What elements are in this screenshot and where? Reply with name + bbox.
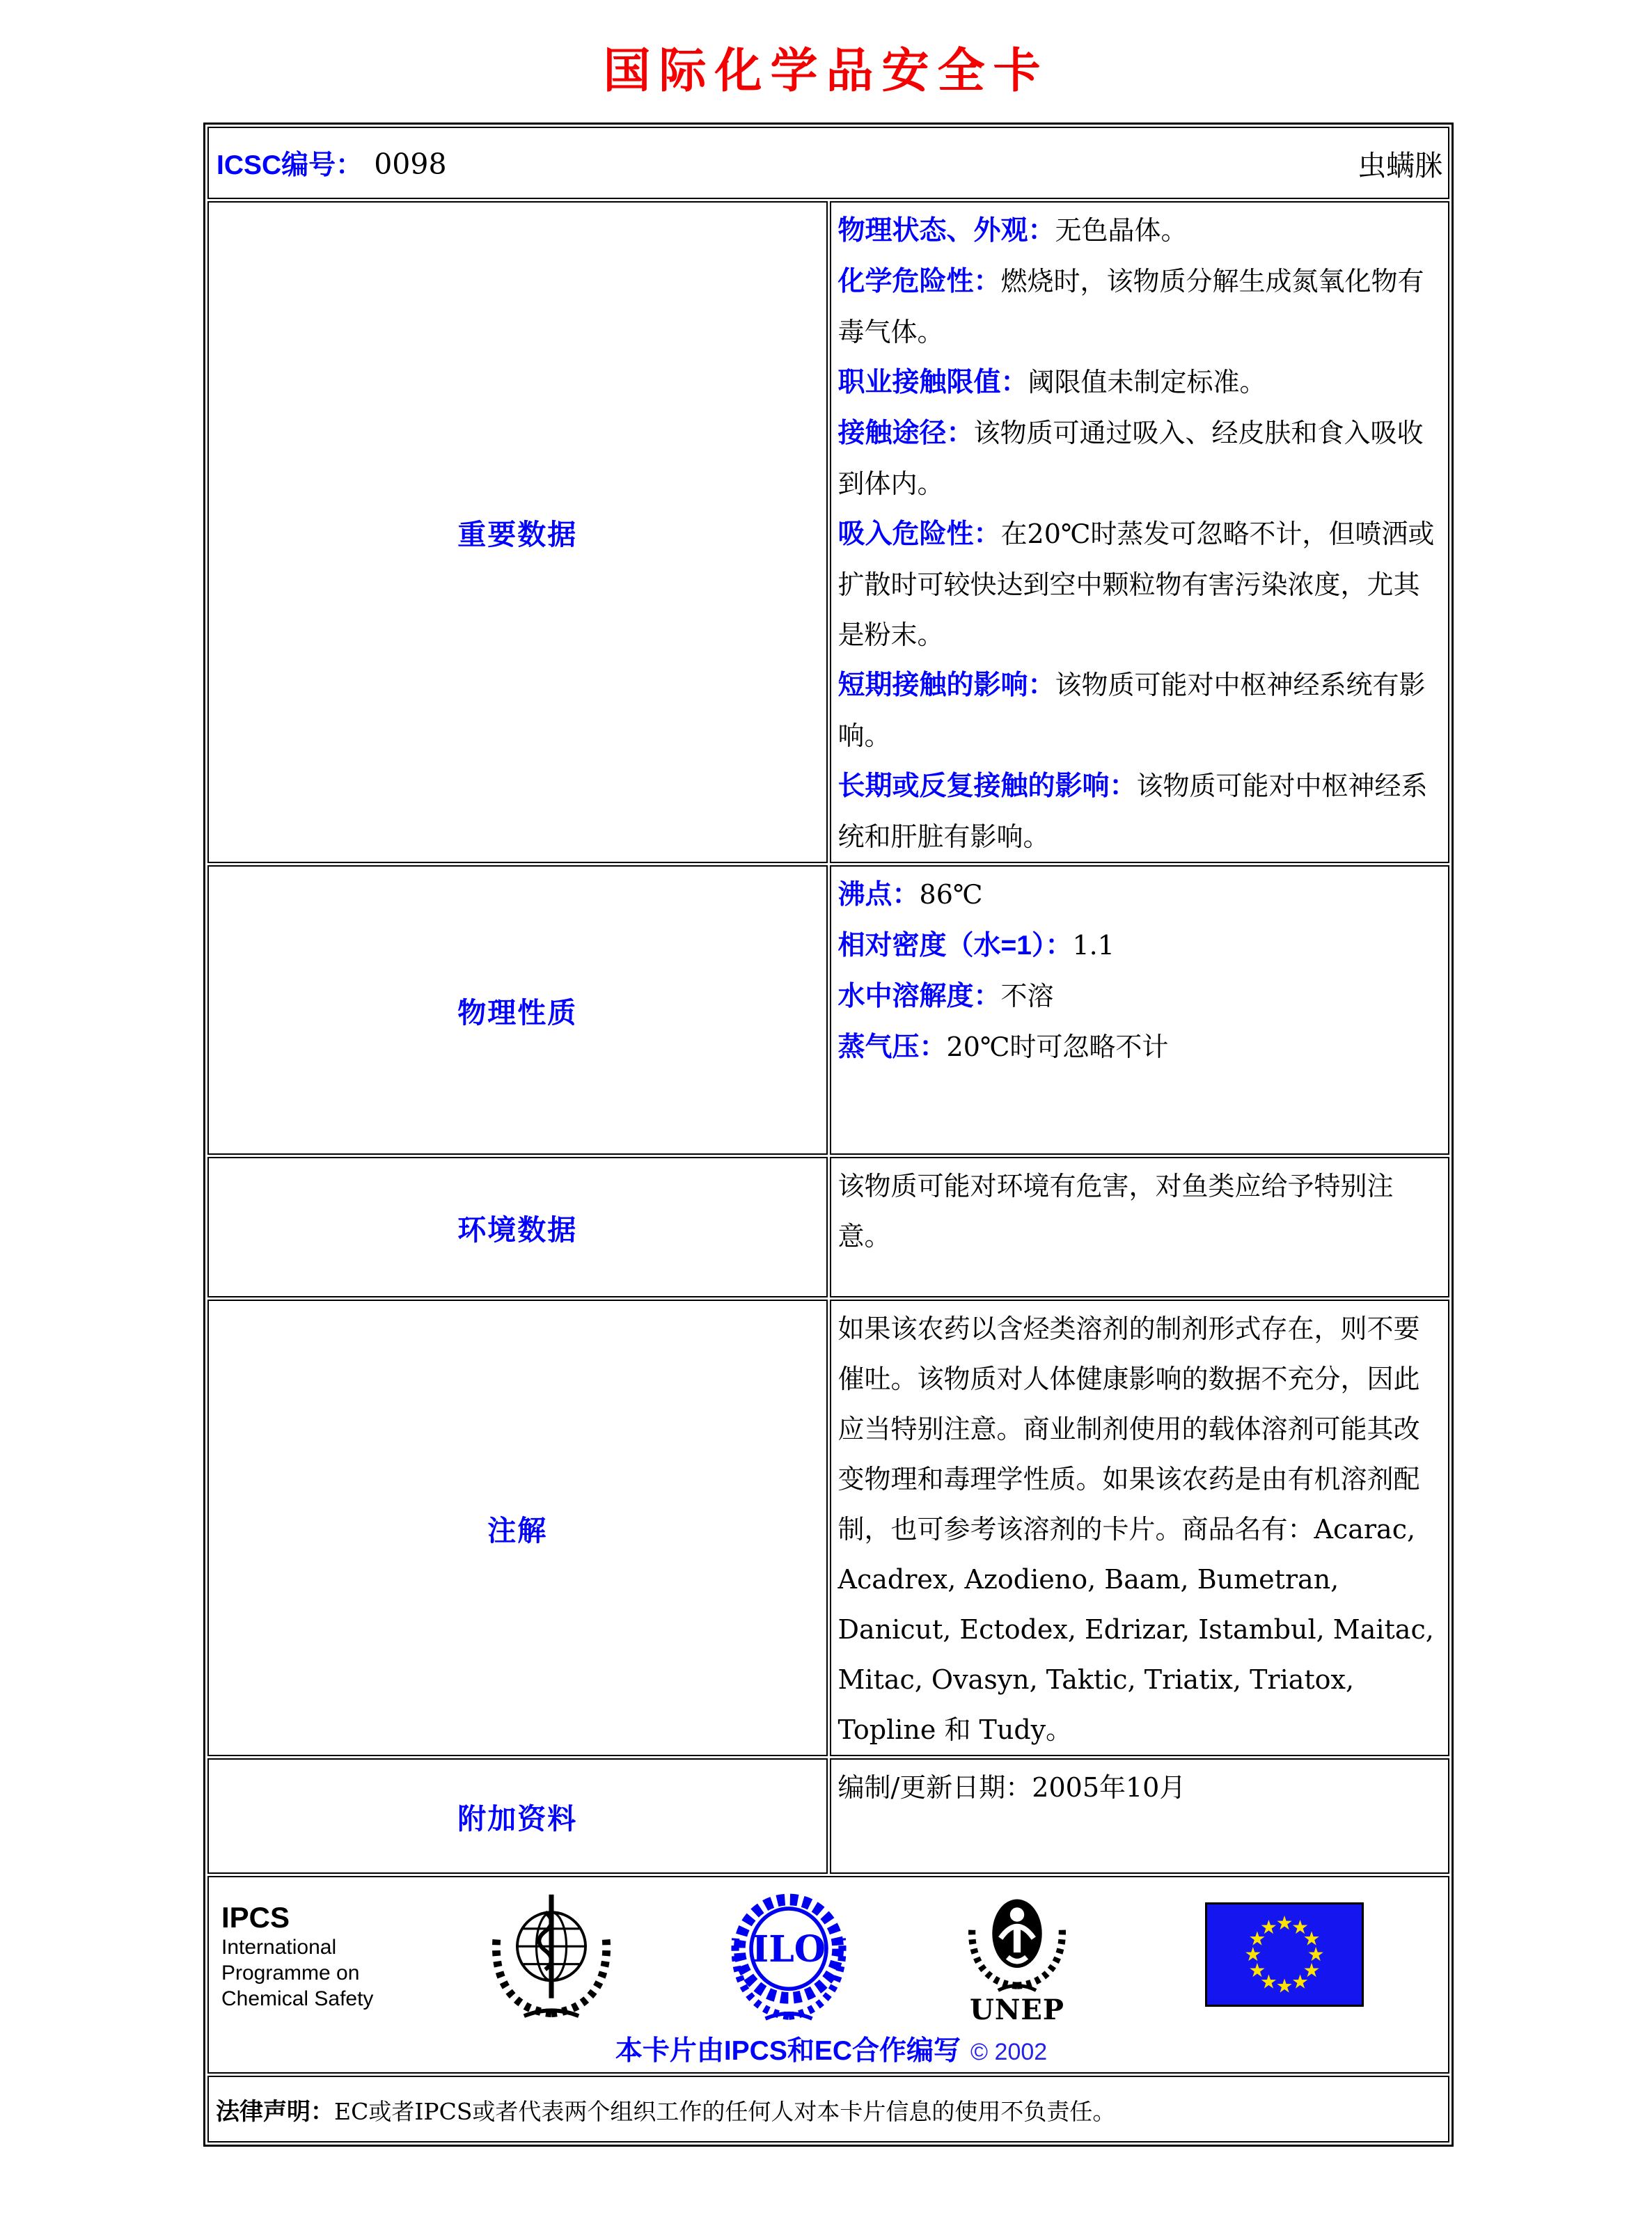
- data-item: [838, 920, 1439, 971]
- item-text: 86℃: [919, 879, 983, 910]
- notes-row: [207, 1300, 1449, 1756]
- unep-wordmark: UNEP: [969, 1994, 1064, 2026]
- ipcs-line: Chemical Safety: [221, 1987, 374, 2010]
- item-label: 吸入危险性：: [837, 519, 1001, 549]
- data-item: [838, 971, 1439, 1022]
- legal-label: 法律声明：: [216, 2098, 334, 2125]
- data-item: [838, 660, 1439, 761]
- ipcs-line: International: [221, 1935, 337, 1959]
- important-data-content: [830, 201, 1450, 863]
- item-text: 阈限值未制定标准。: [1028, 367, 1266, 397]
- svg-text:★: ★: [1259, 1969, 1277, 1993]
- svg-text:★: ★: [1275, 1911, 1293, 1934]
- svg-text:★: ★: [1291, 1915, 1309, 1939]
- data-item: [838, 869, 1439, 920]
- item-text: 该物质可能对中枢神经系统有影响。: [837, 670, 1426, 751]
- ipcs-line: Programme on: [221, 1961, 360, 1985]
- svg-text:★: ★: [1275, 1973, 1293, 1997]
- data-item: [838, 205, 1439, 256]
- section-label-important-data: 重要数据: [207, 201, 828, 863]
- item-text: 不溶: [1000, 981, 1054, 1011]
- item-label: 沸点：: [837, 880, 920, 910]
- environmental-data-row: [207, 1157, 1449, 1297]
- svg-text:★: ★: [1248, 1927, 1266, 1950]
- item-text: 1.1: [1072, 930, 1115, 961]
- svg-text:★: ★: [1244, 1942, 1262, 1966]
- item-label: 长期或反复接触的影响：: [837, 771, 1137, 801]
- logos-row: [207, 1876, 1449, 2074]
- icsc-number-label: ICSC编号：: [217, 150, 363, 180]
- item-label: 物理状态、外观：: [837, 216, 1055, 246]
- important-data-row: [207, 201, 1449, 863]
- svg-text:★: ★: [1291, 1969, 1309, 1993]
- item-text: 该物质可能对环境有危害，对鱼类应给予特别注意。: [837, 1171, 1394, 1252]
- section-label-notes: 注解: [207, 1300, 828, 1756]
- additional-info-content: [830, 1758, 1450, 1874]
- data-item: [838, 761, 1439, 862]
- item-text: 在20℃时蒸发可忽略不计，但喷洒或扩散时可较快达到空中颗粒物有害污染浓度，尤其是粉末。: [837, 519, 1435, 650]
- physical-properties-content: [830, 865, 1450, 1155]
- environmental-data-content: [830, 1157, 1450, 1297]
- item-label: 职业接触限值：: [837, 368, 1028, 397]
- item-text: 如果该农药以含烃类溶剂的制剂形式存在，则不要催吐。该物质对人体健康影响的数据不充分，因此应当特别注意。商业制剂使用的载体溶剂可能其改变物理和毒理学性质。如果该农药是由有机溶剂配制，也可参考该溶剂的卡片。商品名有：Acarac, Acadrex, Azodieno, Baam, Bumetran, Danicut, Ectodex, Edrizar, Istambul, Maitac, Mitac, Ovasyn, Taktic, Triatix, Triatox, Topline 和 Tudy。: [837, 1313, 1434, 1745]
- notes-content: [830, 1300, 1450, 1756]
- section-label-physical-properties: 物理性质: [207, 865, 828, 1155]
- legal-text: EC或者IPCS或者代表两个组织工作的任何人对本卡片信息的使用不负责任。: [334, 2097, 1116, 2125]
- svg-text:★: ★: [1259, 1915, 1277, 1939]
- header-row: [207, 127, 1449, 199]
- physical-properties-row: [207, 865, 1449, 1155]
- section-label-environmental-data: 环境数据: [207, 1157, 828, 1297]
- ilo-letters: ILO: [751, 1927, 826, 1971]
- item-label: 蒸气压：: [837, 1032, 947, 1062]
- eu-flag-icon: [1205, 1902, 1364, 2010]
- item-text: 20℃时可忽略不计: [946, 1032, 1169, 1062]
- caption-text: 本卡片由IPCS和EC合作编写: [615, 2036, 961, 2066]
- ipcs-text-block: [221, 1901, 408, 2012]
- data-item: [838, 1022, 1439, 1073]
- item-label: 化学危险性：: [837, 267, 1001, 297]
- chemical-name: 虫螨脒: [1358, 148, 1443, 182]
- svg-text:★: ★: [1303, 1927, 1321, 1950]
- logos-strip: [221, 1887, 1441, 2025]
- section-label-additional-info: 附加资料: [207, 1758, 828, 1874]
- item-label: 接触途径：: [837, 418, 974, 448]
- data-item: [838, 509, 1439, 660]
- item-text: 该物质可通过吸入、经皮肤和食入吸收到体内。: [837, 418, 1424, 499]
- svg-text:★: ★: [1307, 1942, 1325, 1966]
- icsc-number-value: 0098: [374, 148, 447, 181]
- svg-text:★: ★: [1248, 1958, 1266, 1982]
- svg-text:★: ★: [1303, 1958, 1321, 1982]
- icsc-number-group: [217, 143, 447, 182]
- additional-info-row: [207, 1758, 1449, 1874]
- item-text: 无色晶体。: [1055, 215, 1188, 246]
- data-item: [838, 256, 1439, 357]
- item-text: 燃烧时，该物质分解生成氮氧化物有毒气体。: [837, 266, 1424, 347]
- item-label: 相对密度（水=1）：: [837, 931, 1073, 961]
- legal-row: [207, 2076, 1449, 2143]
- caption-year: © 2002: [970, 2039, 1048, 2065]
- who-logo-icon: [483, 1885, 620, 2028]
- icsc-card-table: [203, 123, 1454, 2147]
- ipcs-abbr: IPCS: [221, 1900, 290, 1934]
- page-title: 国际化学品安全卡: [603, 43, 1049, 99]
- unep-logo-icon: [958, 1886, 1076, 2026]
- caption: [221, 2029, 1441, 2068]
- data-item: [838, 408, 1439, 509]
- item-text: 该物质可能对中枢神经系统和肝脏有影响。: [837, 771, 1428, 852]
- ilo-logo-icon: [724, 1886, 853, 2026]
- item-label: 短期接触的影响：: [837, 670, 1055, 700]
- item-text: 编制/更新日期：2005年10月: [837, 1772, 1186, 1803]
- item-label: 水中溶解度：: [837, 981, 1001, 1011]
- data-item: [838, 357, 1439, 408]
